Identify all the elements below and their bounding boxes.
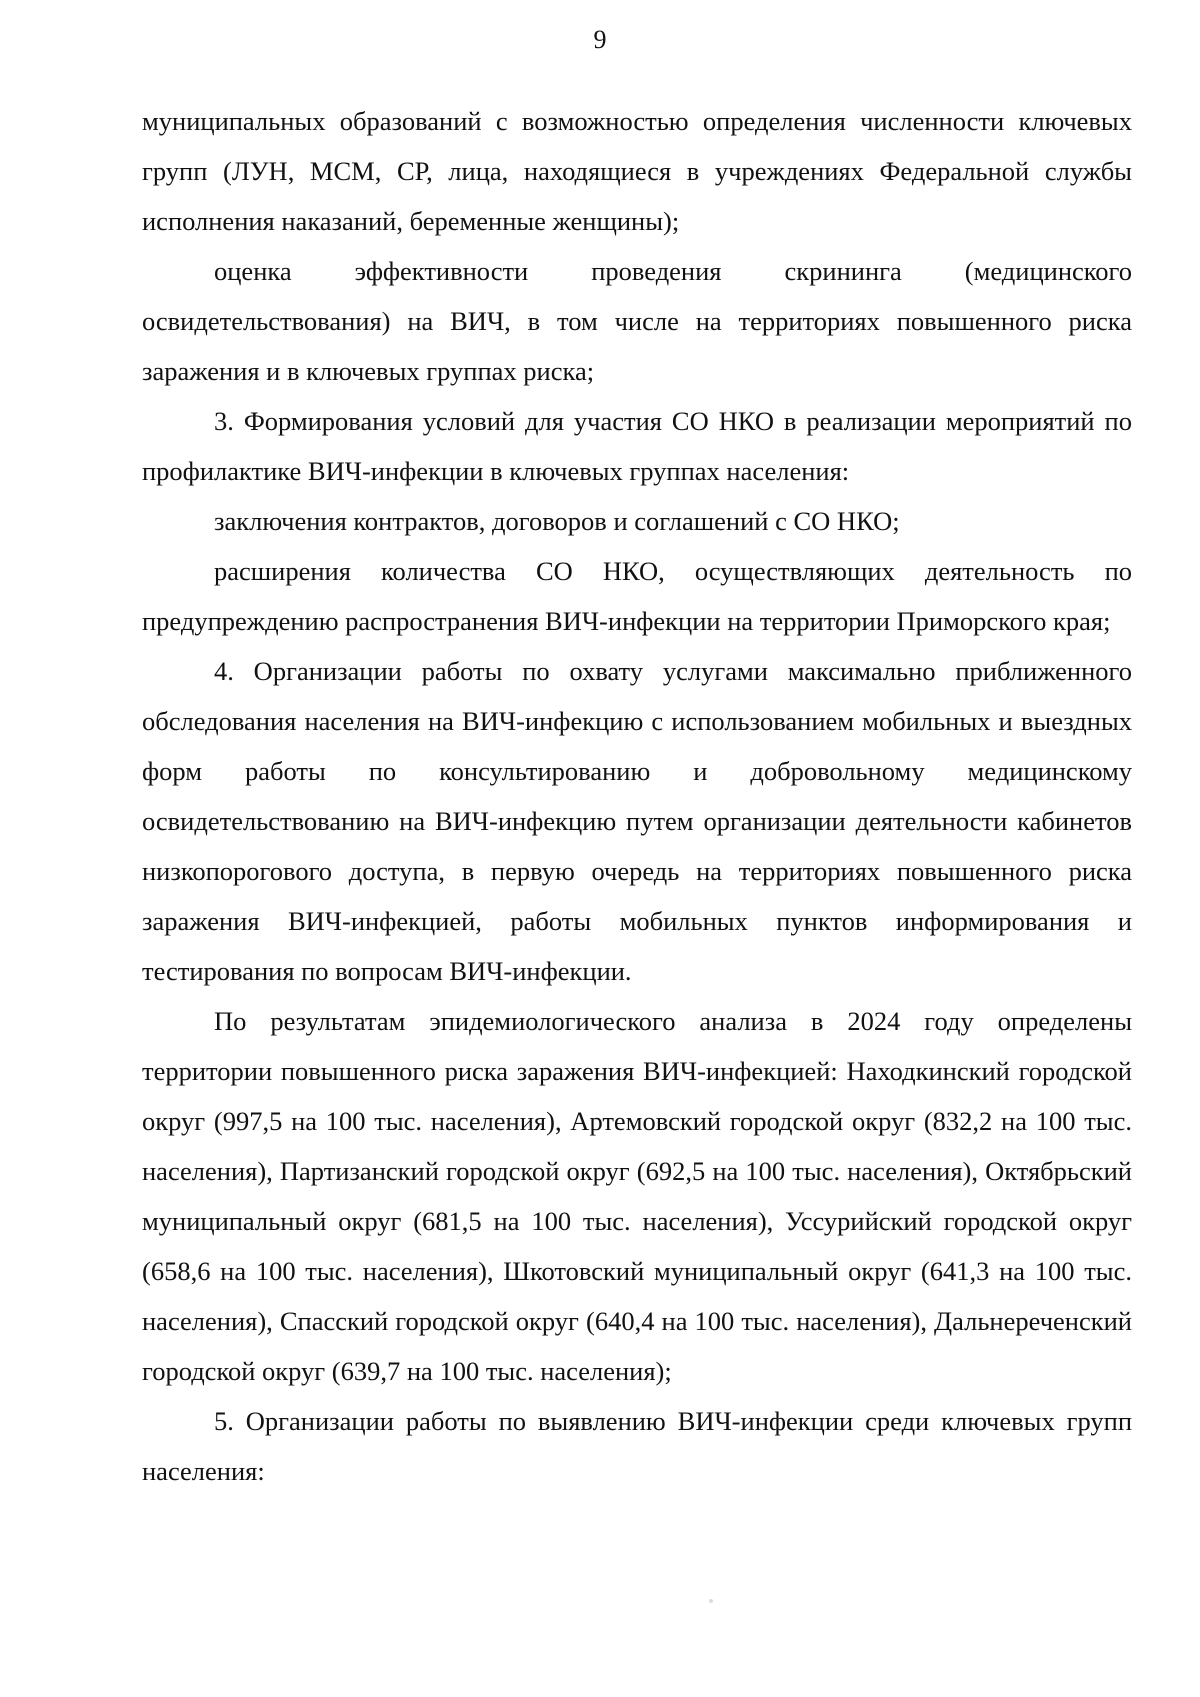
paragraph-item-5: 5. Организации работы по выявлению ВИЧ-инфекции среди ключевых групп населения: xyxy=(142,1406,1132,1486)
paragraph-item-4: 4. Организации работы по охвату услугами максимально приближенного обследования населения на ВИЧ-инфекцию с использованием мобильных и выездных форм работы по консультированию и добровольному медицинскому освидетельствованию на ВИЧ-инфекцию путем организации деятельности кабинетов низкопорогового доступа, в первую очередь на территориях повышенного риска заражения ВИЧ-инфекцией, работы мобильных пунктов информирования и тестирования по вопросам ВИЧ-инфекции. xyxy=(142,656,1132,986)
paragraph-contracts: заключения контрактов, договоров и соглашений с СО НКО; xyxy=(214,506,900,536)
scan-artifact xyxy=(709,1599,713,1603)
paragraph-nko-expansion: расширения количества СО НКО, осуществляющих деятельность по предупреждению распространения ВИЧ-инфекции на территории Приморского края; xyxy=(142,556,1132,636)
paragraph-item-3: 3. Формирования условий для участия СО НКО в реализации мероприятий по профилактике ВИЧ-инфекции в ключевых группах населения: xyxy=(142,406,1132,486)
paragraph-continuation: муниципальных образований с возможностью определения численности ключевых групп (ЛУН, МСМ, СР, лица, находящиеся в учреждениях Федеральной службы исполнения наказаний, беременные женщины); xyxy=(142,106,1132,236)
paragraph-risk-territories: По результатам эпидемиологического анализа в 2024 году определены территории повышенного риска заражения ВИЧ-инфекцией: Находкинский городской округ (997,5 на 100 тыс. населения), Артемовский городской округ (832,2 на 100 тыс. населения), Партизанский городской округ (692,5 на 100 тыс. населения), Октябрьский муниципальный округ (681,5 на 100 тыс. населения), Уссурийский городской округ (658,6 на 100 тыс. населения), Шкотовский муниципальный округ (641,3 на 100 тыс. населения), Спасский городской округ (640,4 на 100 тыс. населения), Дальнереченский городской округ (639,7 на 100 тыс. населения); xyxy=(142,1006,1132,1386)
page-number: 9 xyxy=(593,25,607,54)
document-body xyxy=(142,96,1132,1496)
paragraph-screening-assessment: оценка эффективности проведения скрининга (медицинского освидетельствования) на ВИЧ, в том числе на территориях повышенного риска заражения и в ключевых группах риска; xyxy=(142,256,1132,386)
